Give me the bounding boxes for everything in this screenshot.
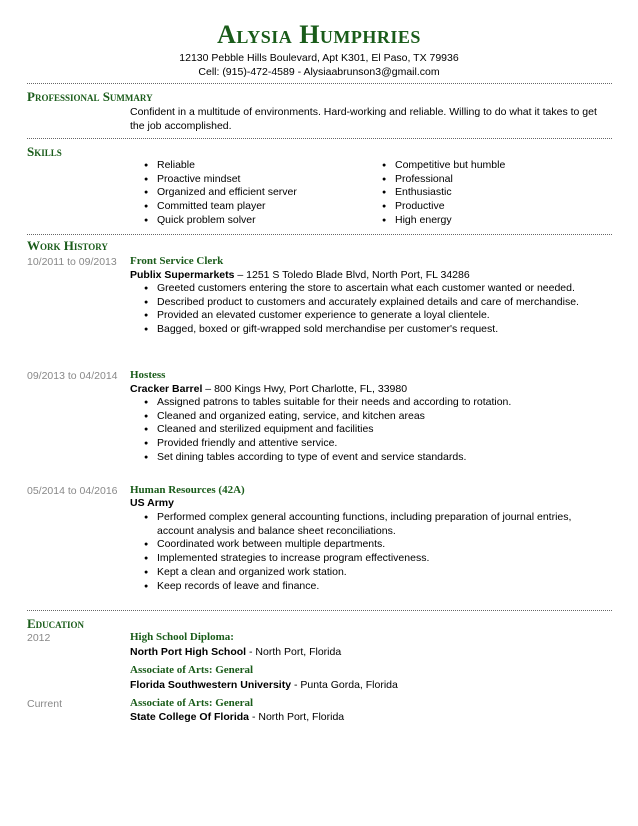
employer-location: – 1251 S Toledo Blade Blvd, North Port, FL 34286 bbox=[234, 269, 470, 281]
summary-text: Confident in a multitude of environments. Hard-working and reliable. Willing to do what it takes to get the job accomplished. bbox=[130, 106, 597, 132]
school-name: North Port High School bbox=[130, 646, 247, 658]
skill-item: ● Productive bbox=[382, 200, 612, 214]
school-location: - North Port, Florida bbox=[246, 646, 342, 658]
job-duties bbox=[144, 396, 614, 465]
education-date: Current bbox=[27, 698, 63, 710]
employer-location: – 800 Kings Hwy, Port Charlotte, FL, 33980 bbox=[202, 383, 408, 395]
school-line bbox=[130, 711, 344, 723]
skills-list-right bbox=[382, 159, 612, 228]
duty-item: ● Implemented strategies to increase program effectiveness. bbox=[144, 552, 606, 566]
duty-item: ● Performed complex general accounting functions, including preparation of journal entries, account analysis and balance sheet reconciliations. bbox=[144, 511, 606, 538]
school-location: - Punta Gorda, Florida bbox=[291, 679, 398, 691]
duty-item: ● Kept a clean and organized work station. bbox=[144, 566, 606, 580]
job-title: Hostess bbox=[130, 369, 166, 381]
skill-item: ● Reliable bbox=[144, 159, 374, 173]
duty-item: ● Provided friendly and attentive service. bbox=[144, 437, 614, 451]
education-heading: Education bbox=[27, 616, 85, 631]
duty-item: ● Greeted customers entering the store to ascertain what each customer wanted or needed. bbox=[144, 282, 614, 296]
duty-item: ● Keep records of leave and finance. bbox=[144, 580, 606, 594]
skill-item: ● Professional bbox=[382, 173, 612, 187]
duty-item: ● Bagged, boxed or gift-wrapped sold merchandise per customer's request. bbox=[144, 323, 614, 337]
degree-title: Associate of Arts: General bbox=[130, 664, 254, 676]
skills-list-left bbox=[144, 159, 374, 228]
employer-name: Cracker Barrel bbox=[130, 383, 203, 395]
skill-item: ● High energy bbox=[382, 214, 612, 228]
divider bbox=[27, 610, 612, 611]
school-name: State College Of Florida bbox=[130, 711, 250, 723]
duty-item: ● Cleaned and sterilized equipment and facilities bbox=[144, 423, 614, 437]
employer-name: US Army bbox=[130, 497, 174, 509]
duty-item: ● Assigned patrons to tables suitable for their needs and according to rotation. bbox=[144, 396, 614, 410]
skill-item: ● Organized and efficient server bbox=[144, 186, 374, 200]
job-employer-line bbox=[130, 497, 174, 509]
skill-item: ● Quick problem solver bbox=[144, 214, 374, 228]
divider bbox=[27, 138, 612, 139]
job-dates: 10/2011 to 09/2013 bbox=[27, 256, 117, 268]
skill-item: ● Competitive but humble bbox=[382, 159, 612, 173]
contact-line: Cell: (915)-472-4589 - Alysiaabrunson3@gmail.com bbox=[198, 66, 440, 78]
school-line bbox=[130, 646, 341, 658]
skill-item: ● Enthusiastic bbox=[382, 186, 612, 200]
education-date: 2012 bbox=[27, 632, 51, 644]
degree-title: Associate of Arts: General bbox=[130, 697, 254, 709]
job-dates: 09/2013 to 04/2014 bbox=[27, 370, 118, 382]
duty-item: ● Cleaned and organized eating, service, and kitchen areas bbox=[144, 410, 614, 424]
address-line: 12130 Pebble Hills Boulevard, Apt K301, El Paso, TX 79936 bbox=[179, 52, 459, 64]
summary-heading: Professional Summary bbox=[27, 89, 153, 104]
skills-heading: Skills bbox=[27, 144, 62, 159]
skill-item: ● Committed team player bbox=[144, 200, 374, 214]
divider bbox=[27, 234, 612, 235]
job-dates: 05/2014 to 04/2016 bbox=[27, 485, 118, 497]
work-history-heading: Work History bbox=[27, 238, 108, 253]
job-employer-line bbox=[130, 269, 470, 281]
school-line bbox=[130, 679, 398, 691]
skill-item: ● Proactive mindset bbox=[144, 173, 374, 187]
candidate-name: Alysia Humphries bbox=[217, 20, 421, 49]
job-employer-line bbox=[130, 383, 407, 395]
divider bbox=[27, 83, 612, 84]
duty-item: ● Coordinated work between multiple departments. bbox=[144, 538, 606, 552]
school-name: Florida Southwestern University bbox=[130, 679, 292, 691]
duty-item: ● Set dining tables according to type of event and service standards. bbox=[144, 451, 614, 465]
duty-item: ● Described product to customers and accurately explained details and care of merchandise. bbox=[144, 296, 614, 310]
job-title: Front Service Clerk bbox=[130, 255, 224, 267]
employer-name: Publix Supermarkets bbox=[130, 269, 235, 281]
duty-item: ● Provided an elevated customer experience to generate a loyal clientele. bbox=[144, 309, 614, 323]
job-duties bbox=[144, 511, 606, 593]
job-title: Human Resources (42A) bbox=[130, 484, 245, 496]
school-location: - North Port, Florida bbox=[249, 711, 345, 723]
degree-title: High School Diploma: bbox=[130, 631, 234, 643]
job-duties bbox=[144, 282, 614, 337]
